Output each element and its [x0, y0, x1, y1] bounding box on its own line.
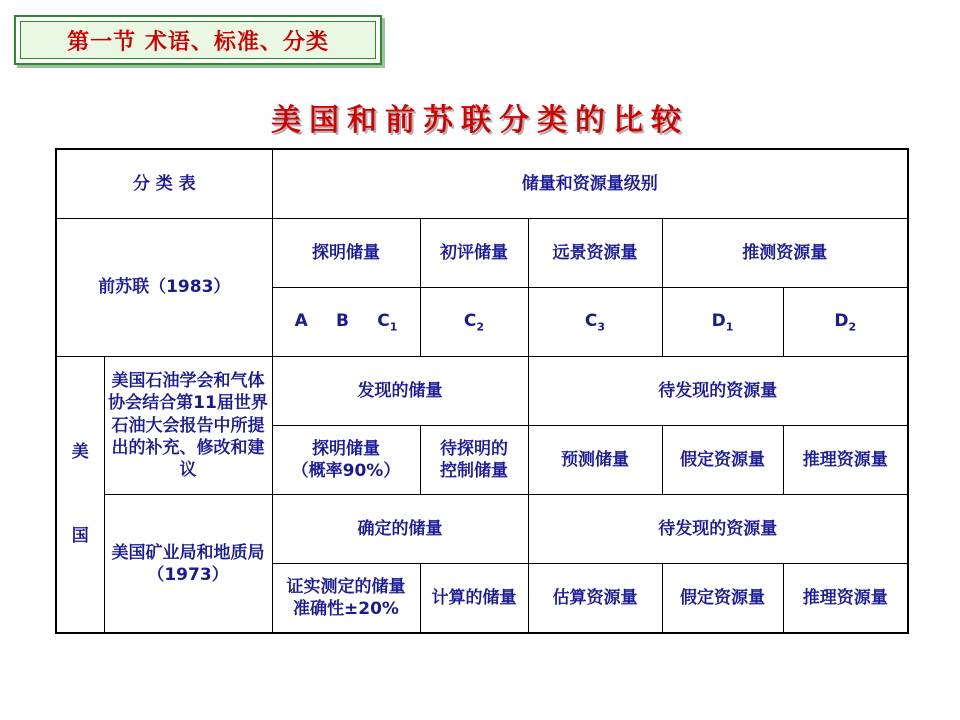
ussr-class-d2: $D_2$: [783, 287, 908, 356]
wpc-speculative: 推理资源量: [783, 426, 908, 495]
ussr-class-abc1: [272, 287, 420, 356]
ussr-label: 前苏联（1983）: [56, 218, 272, 356]
wpc-control: 待探明的 控制储量: [420, 426, 528, 495]
usgs-organization: 美国矿业局和地质局 （1973）: [104, 495, 272, 633]
wpc-hypothetical: 假定资源量: [662, 426, 783, 495]
usgs-speculative: 推理资源量: [783, 564, 908, 633]
usgs-measured: 证实测定的储量 准确性±20%: [272, 564, 420, 633]
ussr-category-preliminary: 初评储量: [420, 218, 528, 287]
header-reserve-levels: 储量和资源量级别: [272, 149, 908, 218]
section-title: 第一节 术语、标准、分类: [20, 21, 376, 59]
wpc-discovered: 发现的储量: [272, 356, 528, 425]
usgs-inferred: 估算资源量: [528, 564, 662, 633]
usa-label-bottom: 国: [71, 526, 89, 547]
header-classification: 分 类 表: [56, 149, 272, 218]
ussr-category-prospective: 远景资源量: [528, 218, 662, 287]
page-title: 美国和前苏联分类的比较: [271, 103, 689, 138]
wpc-predicted: 预测储量: [528, 426, 662, 495]
section-title-box: [14, 15, 382, 65]
wpc-undiscovered: 待发现的资源量: [528, 356, 908, 425]
usa-label: [56, 356, 104, 633]
usgs-undiscovered: 待发现的资源量: [528, 495, 908, 564]
ussr-category-proved: 探明储量: [272, 218, 420, 287]
class-b: B: [336, 310, 349, 331]
class-c1: $C_1$: [377, 310, 398, 333]
ussr-class-d1: $D_1$: [662, 287, 783, 356]
usgs-indicated: 计算的储量: [420, 564, 528, 633]
ussr-class-c3: $C_3$: [528, 287, 662, 356]
ussr-class-c2: $C_2$: [420, 287, 528, 356]
ussr-category-inferred: 推测资源量: [662, 218, 908, 287]
usgs-hypothetical: 假定资源量: [662, 564, 783, 633]
wpc-proved: 探明储量 （概率90%）: [272, 426, 420, 495]
wpc-organization: 美国石油学会和气体协会结合第11届世界石油大会报告中所提出的补充、修改和建议: [104, 356, 272, 494]
usgs-identified: 确定的储量: [272, 495, 528, 564]
class-a: A: [294, 310, 308, 331]
usa-label-top: 美: [71, 442, 89, 463]
comparison-table: [55, 148, 909, 634]
